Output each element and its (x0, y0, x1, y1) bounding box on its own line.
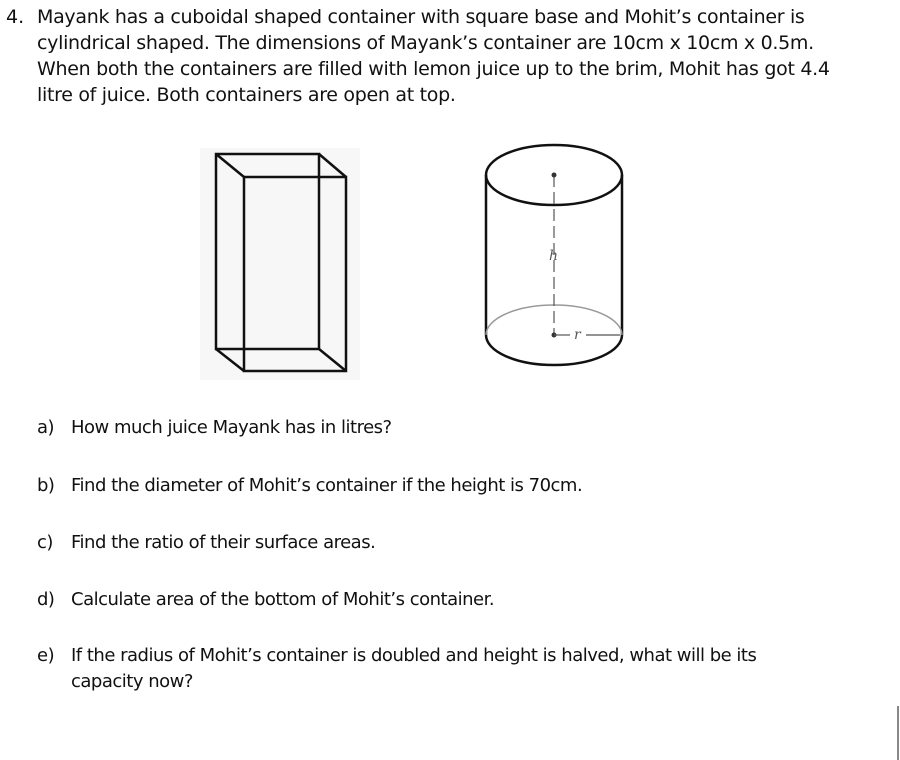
intro-line: cylindrical shaped. The dimensions of Mayank’s container are 10cm x 10cm x 0.5m. (37, 32, 814, 54)
question-number: 4. (6, 6, 25, 28)
subquestion-text: Find the ratio of their surface areas. (71, 532, 376, 553)
subquestion-d (37, 587, 494, 613)
intro-line: litre of juice. Both containers are open at top. (37, 84, 456, 106)
cylinder-container-figure (480, 138, 630, 373)
radius-label: r (574, 327, 581, 343)
question-intro (37, 4, 887, 108)
subquestion-text: Find the diameter of Mohit’s container if the height is 70cm. (71, 475, 583, 496)
subquestion-label: d) (37, 589, 55, 610)
subquestion-text: How much juice Mayank has in litres? (71, 417, 392, 438)
intro-line: Mayank has a cuboidal shaped container with square base and Mohit’s container is (37, 6, 805, 28)
subquestion-text: If the radius of Mohit’s container is doubled and height is halved, what will be its (71, 645, 757, 666)
subquestion-label: a) (37, 417, 55, 438)
cuboid-container-figure (200, 148, 360, 380)
subquestion-text: capacity now? (71, 671, 193, 692)
subquestion-text: Calculate area of the bottom of Mohit’s container. (71, 589, 495, 610)
subquestion-a (37, 415, 392, 441)
height-label: h (549, 248, 559, 264)
subquestion-c (37, 530, 375, 556)
intro-line: When both the containers are filled with lemon juice up to the brim, Mohit has got 4.4 (37, 58, 830, 80)
subquestion-b (37, 473, 582, 499)
page-edge-divider (897, 706, 899, 760)
subquestion-label: b) (37, 475, 55, 496)
subquestion-e (37, 643, 756, 695)
subquestion-label: c) (37, 532, 53, 553)
subquestion-label: e) (37, 645, 55, 666)
